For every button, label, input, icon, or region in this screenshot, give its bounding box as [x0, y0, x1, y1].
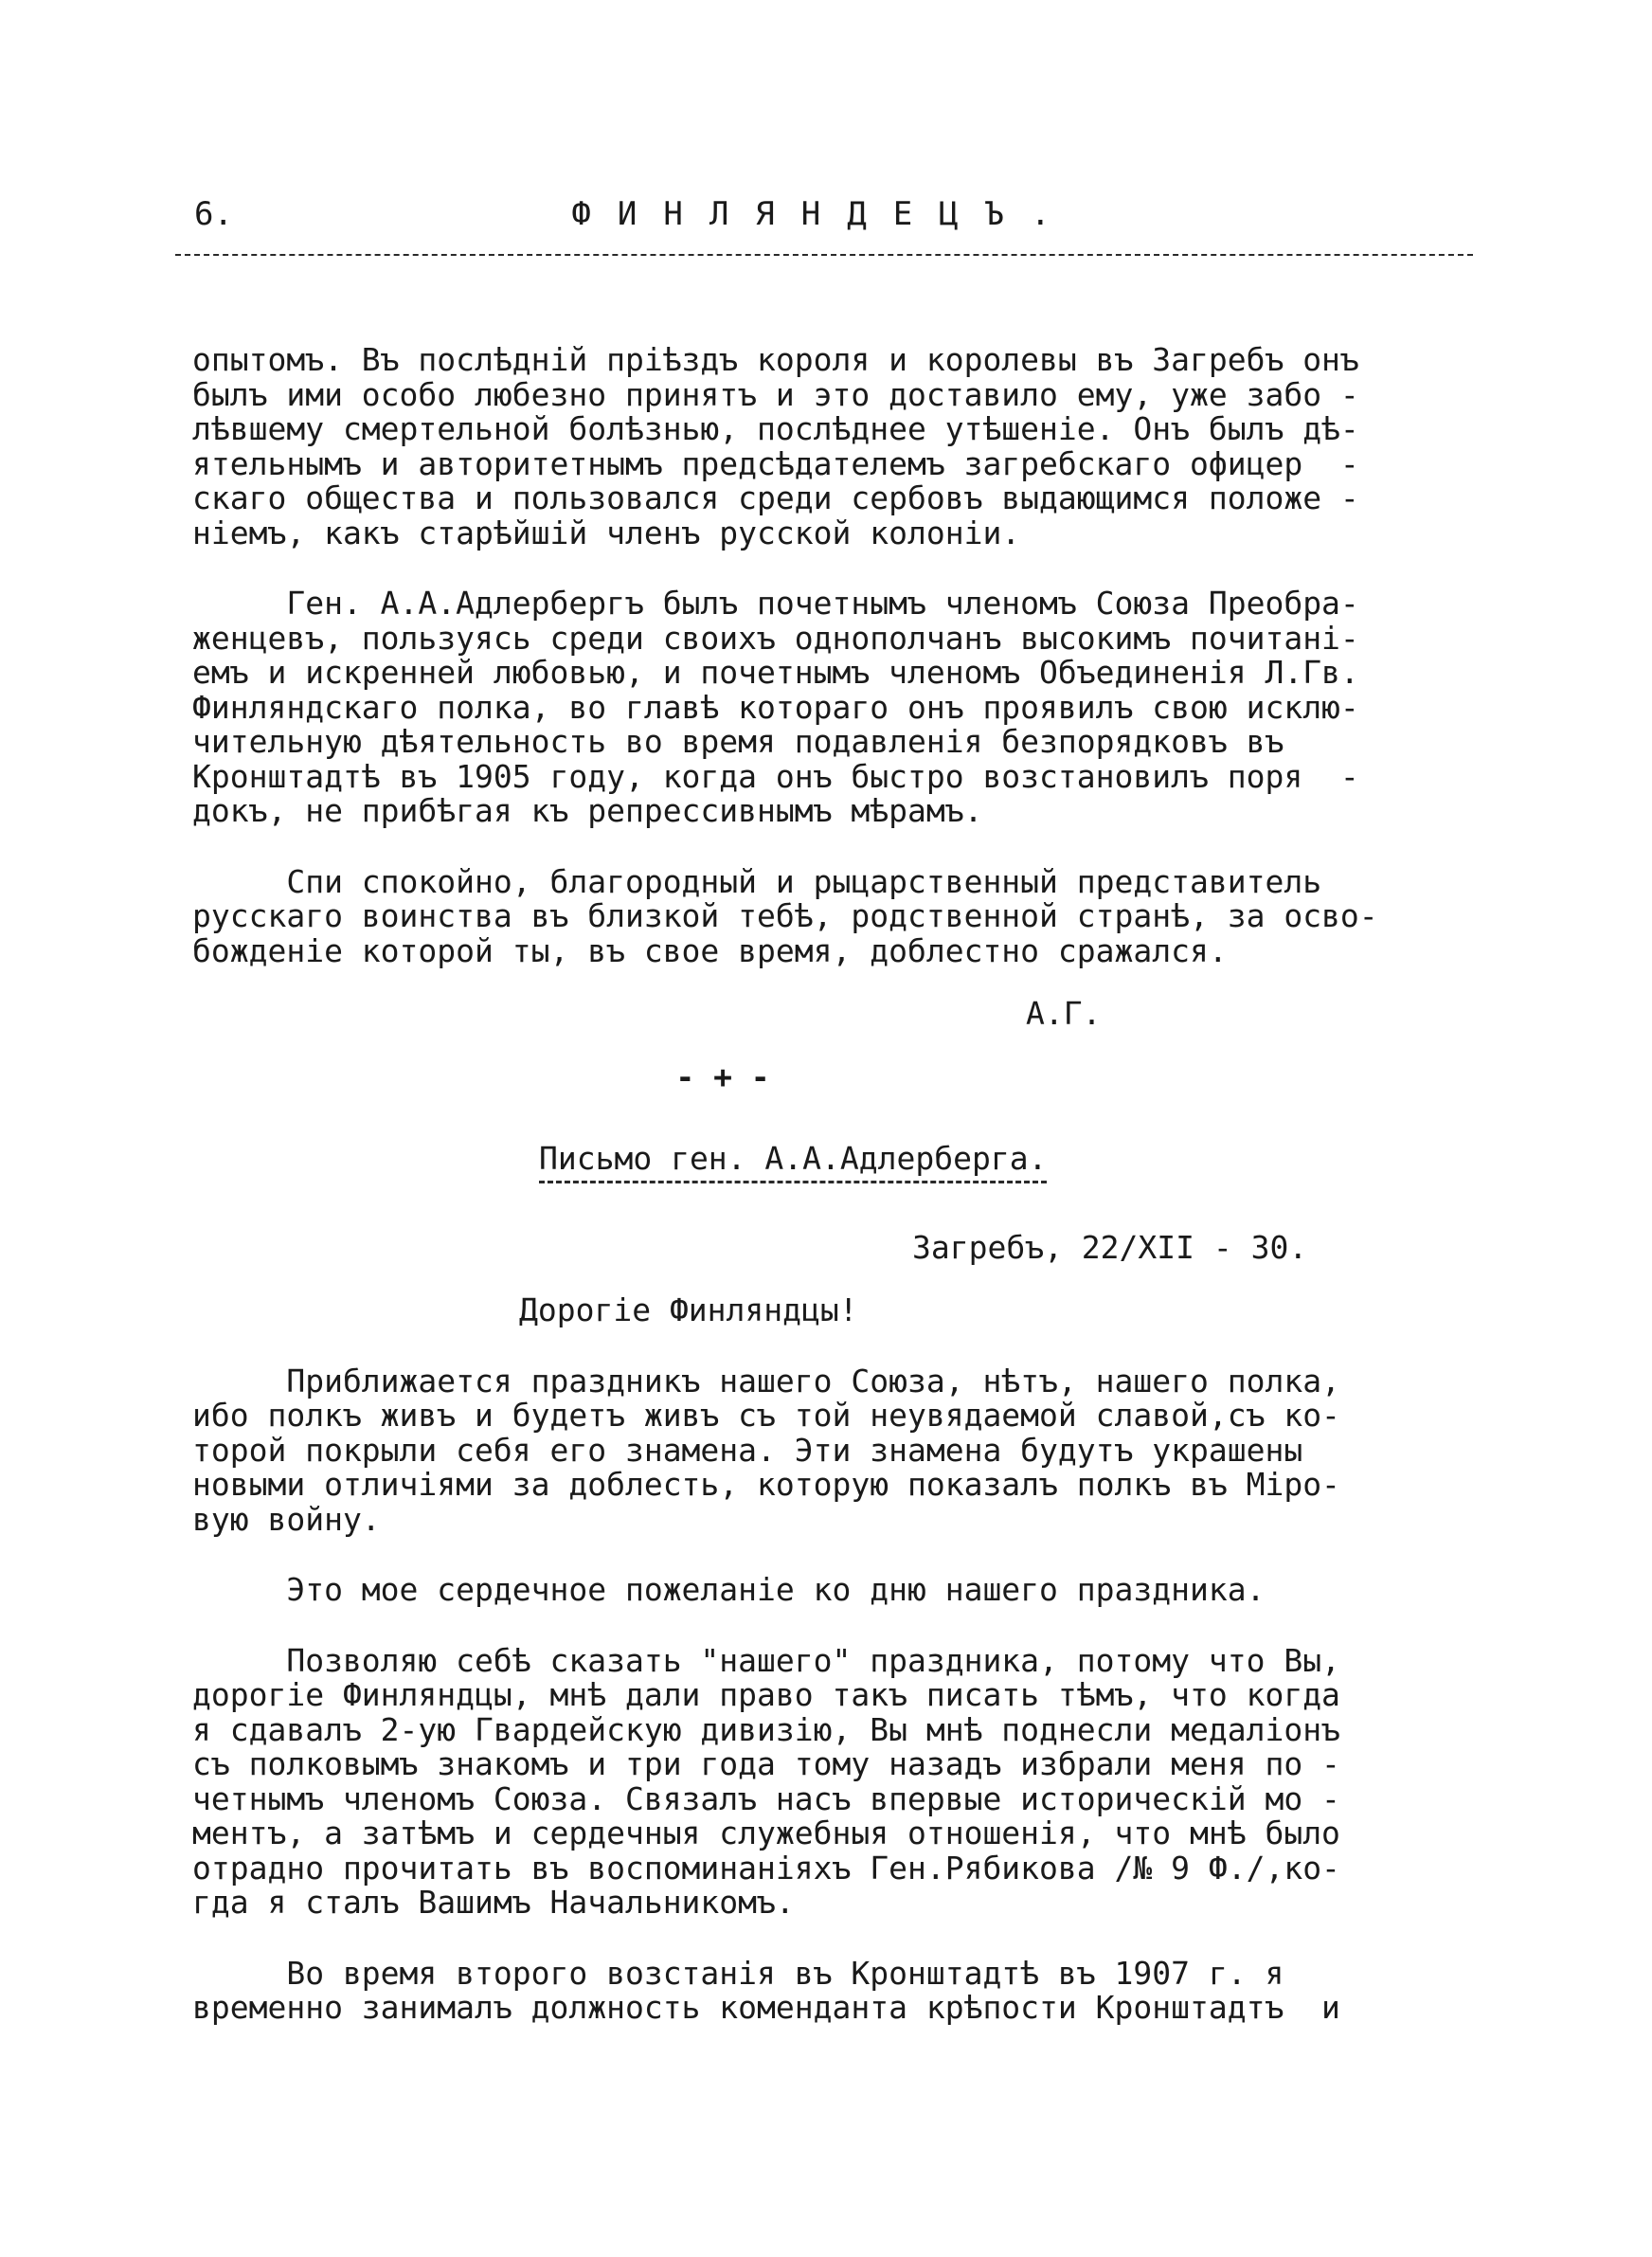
text-line: скаго общества и пользовался среди сербовъ выдающимся положе -: [192, 479, 1359, 516]
text-line: Кронштадтѣ въ 1905 году, когда онъ быстро возстановилъ поря -: [192, 757, 1359, 795]
text-line: женцевъ, пользуясь среди своихъ однополчанъ высокимъ почитані-: [192, 619, 1359, 657]
page-header: [175, 190, 1473, 246]
paragraph-letter-4: [192, 1954, 1499, 2026]
letter-title: Письмо ген. А.А.Адлерберга.: [539, 1142, 1047, 1183]
letter-date: Загребъ, 22/XII - 30.: [912, 1228, 1308, 1266]
text-line: Спи спокойно, благородный и рыцарственный представитель: [192, 862, 1322, 900]
text-line: Финляндскаго полка, во главѣ котораго онъ проявилъ свою исклю-: [192, 688, 1359, 726]
text-line: Приближается праздникъ нашего Союза, нѣтъ, нашего полка,: [192, 1362, 1340, 1399]
text-line: Во время второго возстанія въ Кронштадтѣ въ 1907 г. я: [192, 1954, 1284, 1992]
text-line: новыми отличіями за доблесть, которую показалъ полкъ въ Міро-: [192, 1466, 1340, 1503]
text-line: ментъ, а затѣмъ и сердечныя служебныя отношенія, что мнѣ было: [192, 1815, 1340, 1851]
text-line: чительную дѣятельность во время подавленія безпорядковъ въ: [192, 723, 1284, 760]
paragraph-obituary-1: [192, 343, 1499, 551]
page-number: 6.: [194, 195, 233, 233]
author-signature: А.Г.: [1026, 995, 1102, 1032]
header-divider: [175, 254, 1473, 256]
text-line: четнымъ членомъ Союза. Связалъ насъ впервые историческій мо -: [192, 1779, 1340, 1817]
paragraph-letter-1: [192, 1364, 1499, 1538]
text-line: дорогіе Финляндцы, мнѣ дали право такъ писать тѣмъ, что когда: [192, 1676, 1340, 1713]
text-line: опытомъ. Въ послѣдній пріѣздъ короля и королевы въ Загребъ онъ: [192, 341, 1359, 378]
text-line: торой покрыли себя его знамена. Эти знамена будутъ украшены: [192, 1431, 1303, 1469]
journal-title: ФИНЛЯНДЕЦЪ.: [571, 195, 1077, 233]
paragraph-letter-2: [192, 1573, 1499, 1608]
text-line: ятельнымъ и авторитетнымъ предсѣдателемъ загребскаго офицер -: [192, 444, 1359, 482]
text-line: докъ, не прибѣгая къ репрессивнымъ мѣрамъ.: [192, 792, 983, 829]
text-line: съ полковымъ знакомъ и три года тому назадъ избрали меня по -: [192, 1745, 1340, 1782]
text-line: лѣвшему смертельной болѣзнью, послѣднее утѣшеніе. Онъ былъ дѣ-: [192, 410, 1359, 447]
text-line: я сдавалъ 2-ую Гвардейскую дивизію, Вы мнѣ поднесли медаліонъ: [192, 1710, 1340, 1748]
text-line: отрадно прочитать въ воспоминаніяхъ Ген.Рябикова /№ 9 Ф./,ко-: [192, 1849, 1340, 1887]
text-line: Позволяю себѣ сказать "нашего" праздника, потому что Вы,: [192, 1641, 1340, 1679]
text-line: ніемъ, какъ старѣйшій членъ русской колоніи.: [192, 514, 1021, 551]
text-line: Ген. А.А.Адлербергъ былъ почетнымъ членомъ Союза Преобра-: [192, 585, 1359, 622]
text-line: временно занималъ должность коменданта крѣпости Кронштадтъ и: [192, 1989, 1340, 2026]
text-line: гда я сталъ Вашимъ Начальникомъ.: [192, 1884, 795, 1921]
paragraph-obituary-2: [192, 587, 1499, 829]
paragraph-letter-3: [192, 1641, 1499, 1921]
text-line: былъ ими особо любезно принятъ и это доставило ему, уже забо -: [192, 375, 1359, 413]
text-line: ибо полкъ живъ и будетъ живъ съ той неувядаемой славой,съ ко-: [192, 1397, 1340, 1434]
text-line: емъ и искренней любовью, и почетнымъ членомъ Объединенія Л.Гв.: [192, 654, 1359, 691]
document-body: [192, 343, 1499, 2026]
text-line: вую войну.: [192, 1500, 381, 1538]
paragraph-obituary-3: [192, 862, 1499, 969]
letter-salutation: Дорогіе Финляндцы!: [519, 1291, 858, 1328]
text-line: русскаго воинства въ близкой тебѣ, родственной странѣ, за осво-: [192, 897, 1378, 934]
text-line: божденіе которой ты, въ свое время, доблестно сражался.: [192, 931, 1228, 969]
section-separator: - + -: [675, 1057, 770, 1095]
text-line: Это мое сердечное пожеланіе ко дню нашего праздника.: [192, 1571, 1266, 1608]
